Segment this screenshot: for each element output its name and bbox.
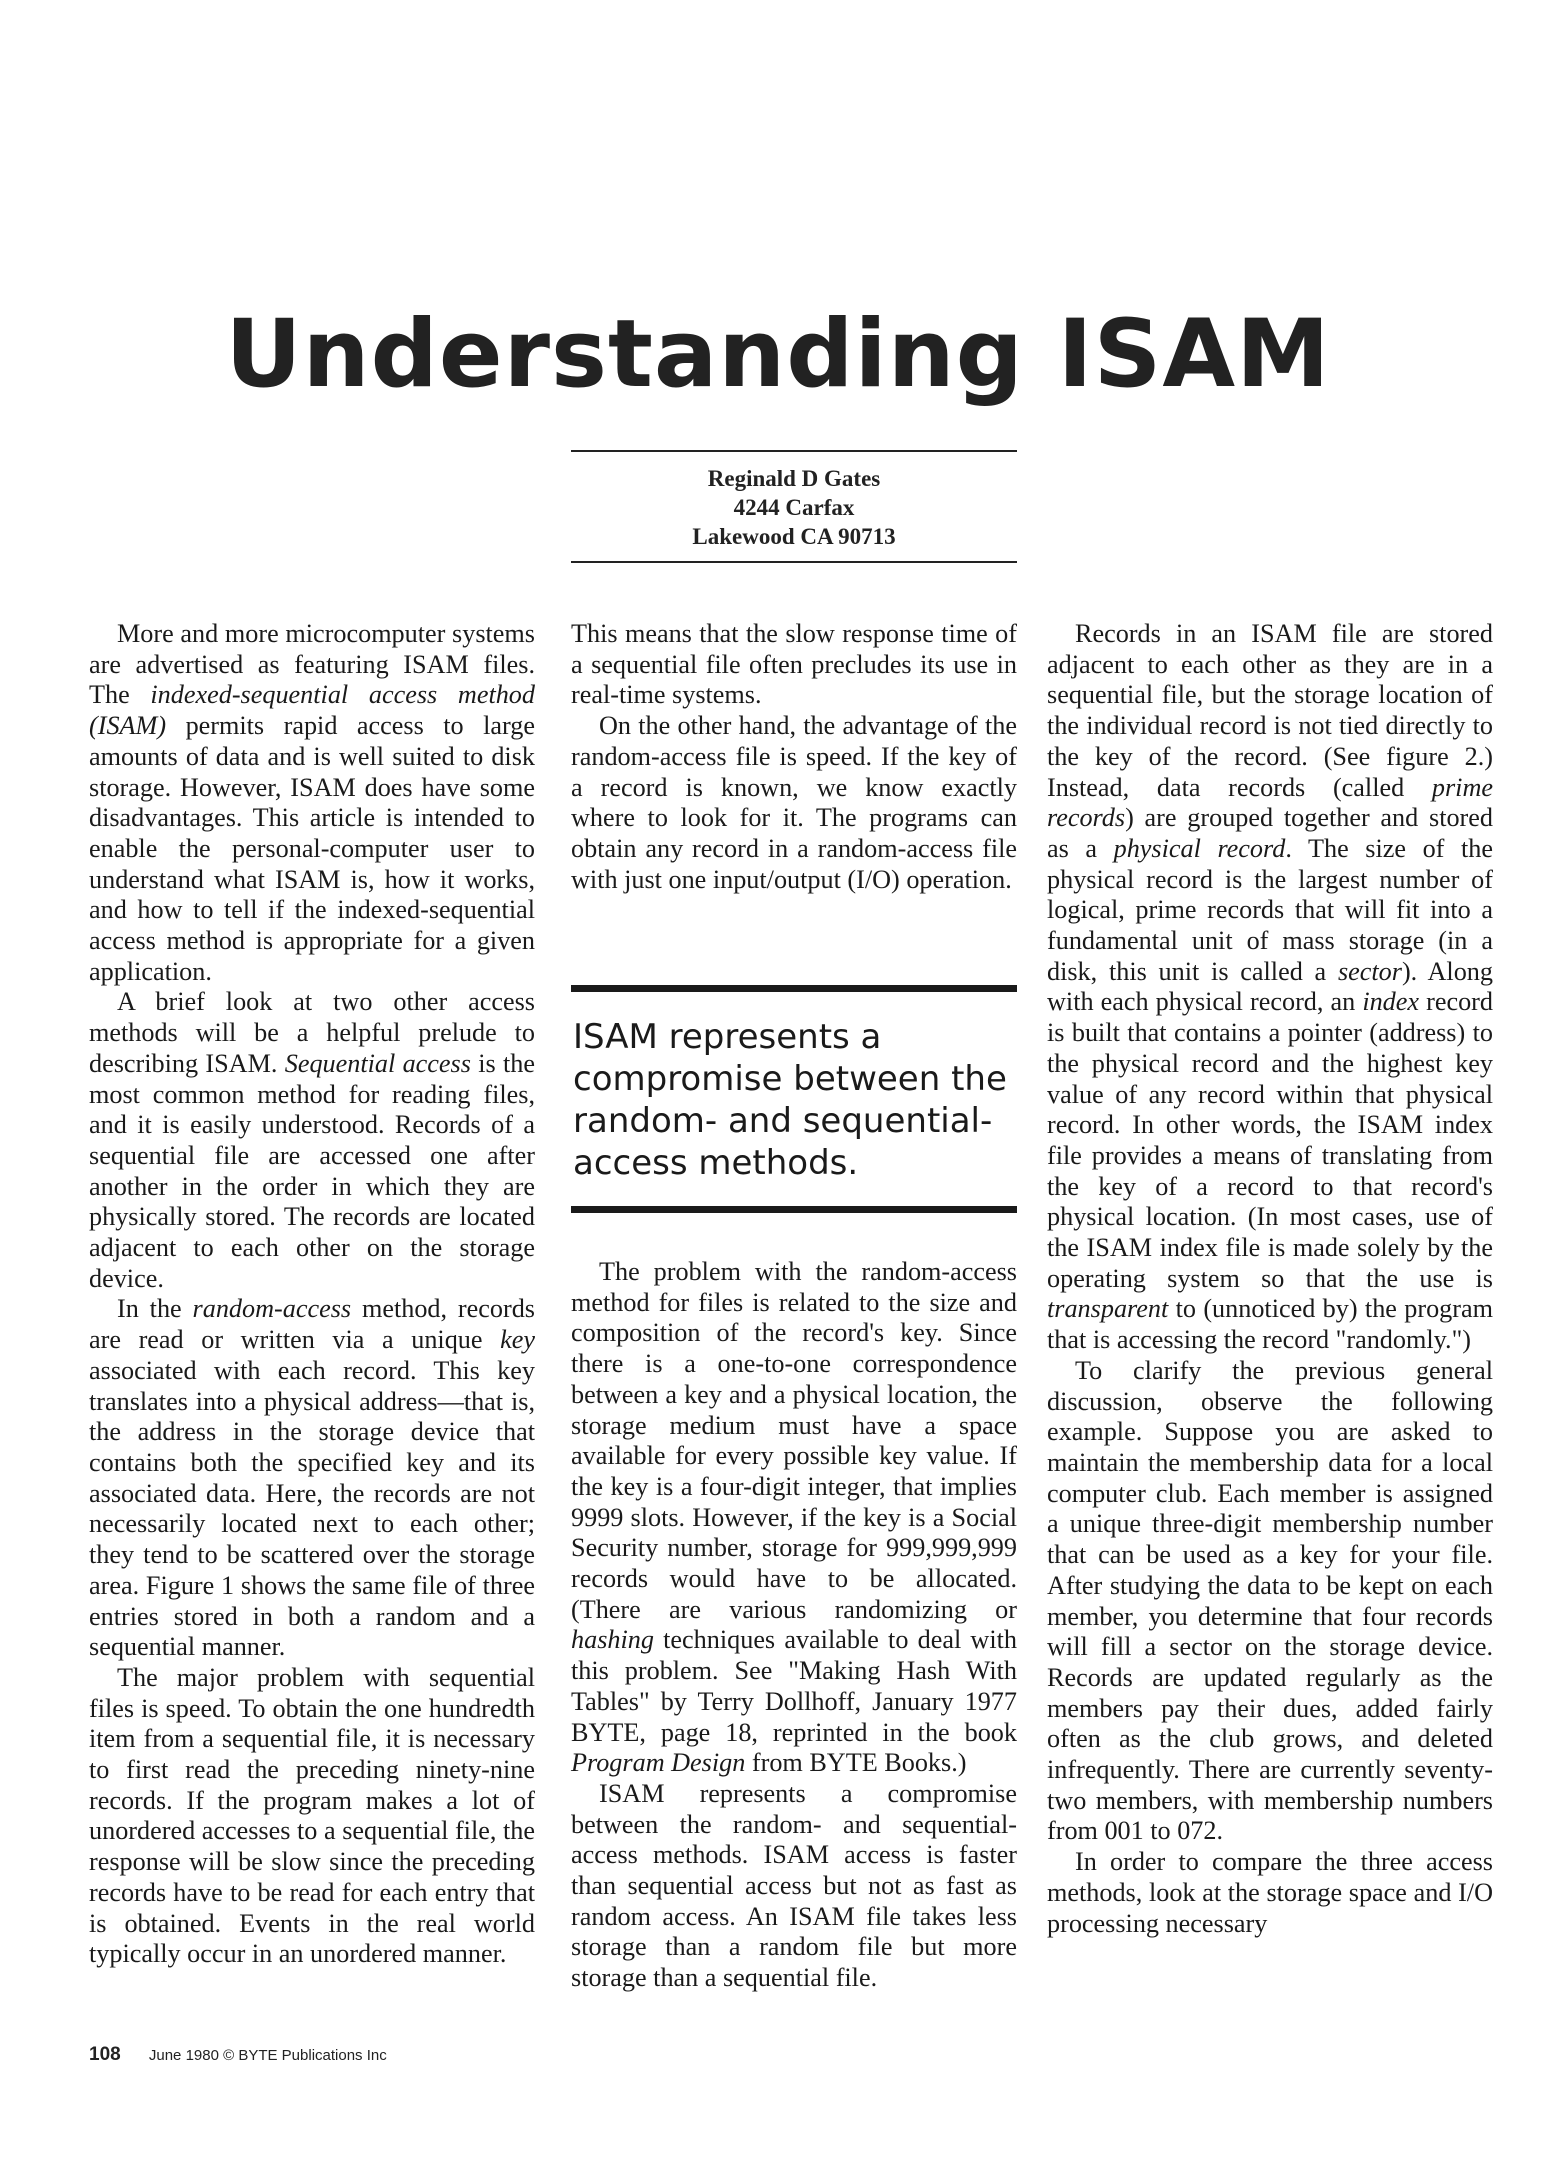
paragraph: On the other hand, the advantage of the random-access file is speed. If the key of a record is known, we know exactly where to look for it. The programs can obtain any record in a random-access file with just one input/output (I/O) operation.: [571, 711, 1017, 894]
paragraph: To clarify the previous general discussion, observe the following example. Suppose you are asked to maintain the membership data for a local computer club. Each member is assigned a unique three-digit membership number that can be used as a key for your file. After studying the data to be kept on each member, you determine that four records will fill a sector on the storage device. Records are updated regularly as the members pay their dues, added fairly often as the club grows, and deleted infrequently. There are currently seventy-two members, with membership numbers from 001 to 072.: [1047, 1355, 1493, 1846]
author-city: Lakewood CA 90713: [692, 524, 896, 549]
author-street: 4244 Carfax: [733, 495, 855, 520]
author-name: Reginald D Gates: [707, 466, 881, 491]
article-title: Understanding ISAM: [225, 300, 1331, 409]
column-1: [89, 619, 535, 1970]
page-footer: [89, 2044, 387, 2066]
paragraph: The problem with the random-access method for files is related to the size and composition of the record's key. Since there is a one-to-one correspondence between a key and a physical location, the storage medium must have a space available for every possible key value. If the key is a four-digit integer, that implies 9999 slots. However, if the key is a Social Security number, storage for 999,999,999 records would have to be allocated. (There are various randomizing or hashing techniques available to deal with this problem. See "Making Hash With Tables" by Terry Dollhoff, January 1977 BYTE, page 18, reprinted in the book Program Design from BYTE Books.): [571, 1257, 1017, 1778]
paragraph: This means that the slow response time of a sequential file often precludes its use in real-time systems.: [571, 619, 1017, 710]
paragraph: More and more microcomputer systems are advertised as featuring ISAM files. The indexed-sequential access method (ISAM) permits rapid access to large amounts of data and is well suited to disk storage. However, ISAM does have some disadvantages. This article is intended to enable the personal-computer user to understand what ISAM is, how it works, and how to tell if the indexed-sequential access method is appropriate for a given application.: [89, 619, 535, 986]
author-byline: [571, 450, 1017, 563]
column-3: [1047, 619, 1493, 1939]
column-2: [571, 619, 1017, 1993]
page-number: 108: [89, 2044, 121, 2065]
paragraph: A brief look at two other access methods will be a helpful prelude to describing ISAM. Sequential access is the most common method for reading files, and it is easily understood. Records of a sequential file are accessed one after another in the order in which they are physically stored. The records are located adjacent to each other on the storage device.: [89, 987, 536, 1293]
paragraph: Records in an ISAM file are stored adjacent to each other as they are in a sequential file, but the storage location of the individual record is not tied directly to the key of the record. (See figure 2.) Instead, data records (called prime records) are grouped together and stored as a physical record. The size of the physical record is the largest number of logical, prime records that will fit into a fundamental unit of mass storage (in a disk, this unit is called a sector). Along with each physical record, an index record is built that contains a pointer (address) to the physical record and the highest key value of any record within that physical record. In other words, the ISAM index file provides a means of translating from the key of a record to that record's physical location. (In most cases, use of the ISAM index file is made solely by the operating system so that the use is transparent to (unnoticed by) the program that is accessing the record "randomly."): [1047, 619, 1493, 1355]
paragraph: In the random-access method, records are read or written via a unique key associated with each record. This key translates into a physical address—that is, the address in the storage device that contains both the specified key and its associated data. Here, the records are not necessarily located next to each other; they tend to be scattered over the storage area. Figure 1 shows the same file of three entries stored in both a random and a sequential manner.: [89, 1294, 535, 1662]
pull-quote: [571, 985, 1017, 1213]
paragraph: In order to compare the three access methods, look at the storage space and I/O processing necessary: [1047, 1847, 1493, 1938]
footer-credit: June 1980 © BYTE Publications Inc: [148, 2047, 387, 2064]
paragraph: The major problem with sequential files is speed. To obtain the one hundredth item from a sequential file, it is necessary to first read the preceding ninety-nine records. If the program makes a lot of unordered accesses to a sequential file, the response will be slow since the preceding records have to be read for each entry that is obtained. Events in the real world typically occur in an unordered manner.: [89, 1662, 535, 1969]
paragraph: ISAM represents a compromise between the random- and sequential-access methods. ISAM access is faster than sequential access but not as fast as random access. An ISAM file takes less storage than a random file but more storage than a sequential file.: [571, 1778, 1017, 1993]
pull-quote-text: ISAM represents a compromise between the random- and sequential-access methods.: [573, 1017, 1007, 1183]
column-2-continued: [571, 1257, 1017, 1994]
